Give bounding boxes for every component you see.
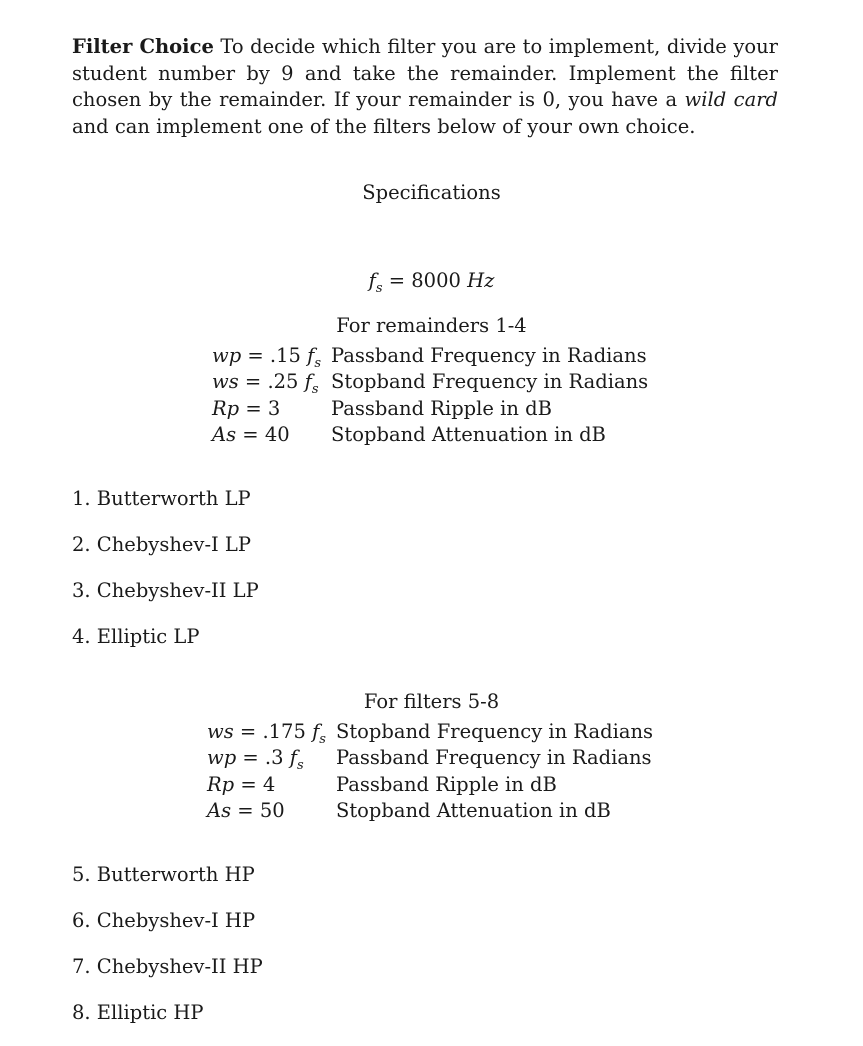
- param-value: = .25: [244, 370, 299, 394]
- spec-parameter: [212, 396, 331, 422]
- param-symbol: As: [212, 422, 237, 446]
- filter-list-item: 7. Chebyshev-II HP: [72, 955, 263, 978]
- filter-list-item: 2. Chebyshev-I LP: [72, 533, 252, 556]
- group2-heading: For filters 5-8: [363, 690, 500, 713]
- param-value: = 3: [245, 396, 281, 420]
- param-fs-symbol: f: [307, 344, 315, 367]
- spec-row: [212, 422, 648, 448]
- param-fs-symbol: f: [304, 370, 312, 394]
- param-symbol: ws: [212, 370, 239, 394]
- group1-spec-table: [212, 343, 648, 448]
- filter-list-item: 4. Elliptic LP: [72, 625, 200, 648]
- filter-list-item: 6. Chebyshev-I HP: [72, 909, 256, 932]
- spec-row: [207, 772, 653, 798]
- spec-parameter: [212, 422, 331, 448]
- specifications-heading: Specifications: [362, 181, 501, 204]
- filter-list-item: 5. Butterworth HP: [72, 863, 255, 886]
- param-symbol: Rp: [212, 396, 240, 420]
- sample-rate-symbol: f: [368, 269, 376, 292]
- group1-heading: For remainders 1-4: [336, 314, 527, 337]
- sample-rate-subscript: s: [375, 280, 383, 296]
- intro-text-1: To decide which filter you are to implement, divide your student number by 9 and take the remainder. Implement the filter chosen by the remainder. If your remainder is 0, you have a: [72, 35, 779, 111]
- param-value: = 50: [237, 798, 285, 822]
- filter-list-item: 1. Butterworth LP: [72, 487, 251, 510]
- param-fs-subscript: s: [319, 731, 326, 747]
- spec-description: Passband Frequency in Radians: [335, 746, 652, 770]
- group1-filter-list: [72, 486, 259, 670]
- spec-description: Stopband Frequency in Radians: [335, 720, 654, 743]
- intro-paragraph: [72, 34, 778, 140]
- param-value: = 4: [240, 772, 276, 796]
- param-fs-subscript: s: [314, 355, 322, 371]
- param-symbol: ws: [207, 720, 234, 743]
- group2-spec-table: [207, 719, 653, 824]
- param-symbol: Rp: [207, 772, 235, 796]
- spec-row: [207, 719, 653, 745]
- group2-filter-list: [72, 862, 263, 1046]
- spec-row: [207, 745, 653, 771]
- sample-rate-line: [0, 268, 863, 294]
- spec-description: Passband Ripple in dB: [335, 772, 557, 796]
- param-value: = 40: [242, 422, 290, 446]
- sample-rate-value: = 8000: [388, 269, 461, 292]
- spec-row: [212, 369, 648, 395]
- spec-description: Stopband Attenuation in dB: [331, 422, 606, 446]
- spec-parameter: [207, 745, 336, 774]
- spec-row: [212, 396, 648, 422]
- spec-row: [207, 798, 653, 824]
- intro-text-2: and can implement one of the filters below of your own choice.: [72, 114, 696, 138]
- param-fs-symbol: f: [289, 746, 297, 770]
- spec-description: Passband Ripple in dB: [331, 396, 552, 420]
- spec-parameter: [212, 343, 331, 369]
- sample-rate-unit: Hz: [467, 269, 495, 292]
- filter-list-item: 8. Elliptic HP: [72, 1001, 204, 1024]
- spec-parameter: [207, 772, 336, 798]
- spec-parameter: [212, 369, 331, 398]
- spec-description: Stopband Attenuation in dB: [335, 798, 611, 822]
- spec-parameter: [207, 719, 336, 745]
- param-value: = .175: [239, 720, 306, 743]
- intro-italic-phrase: wild card: [684, 88, 778, 111]
- param-symbol: As: [207, 798, 232, 822]
- param-value: = .3: [242, 746, 284, 770]
- intro-bold-label: Filter Choice: [72, 35, 214, 58]
- param-symbol: wp: [212, 344, 242, 367]
- param-value: = .15: [247, 344, 301, 367]
- spec-row: [212, 343, 648, 369]
- param-fs-subscript: s: [296, 758, 304, 774]
- spec-description: Passband Frequency in Radians: [331, 344, 647, 367]
- param-fs-symbol: f: [312, 720, 320, 743]
- spec-parameter: [207, 798, 336, 824]
- spec-description: Stopband Frequency in Radians: [331, 370, 649, 394]
- param-symbol: wp: [207, 746, 237, 770]
- filter-list-item: 3. Chebyshev-II LP: [72, 579, 259, 602]
- param-fs-subscript: s: [311, 382, 319, 398]
